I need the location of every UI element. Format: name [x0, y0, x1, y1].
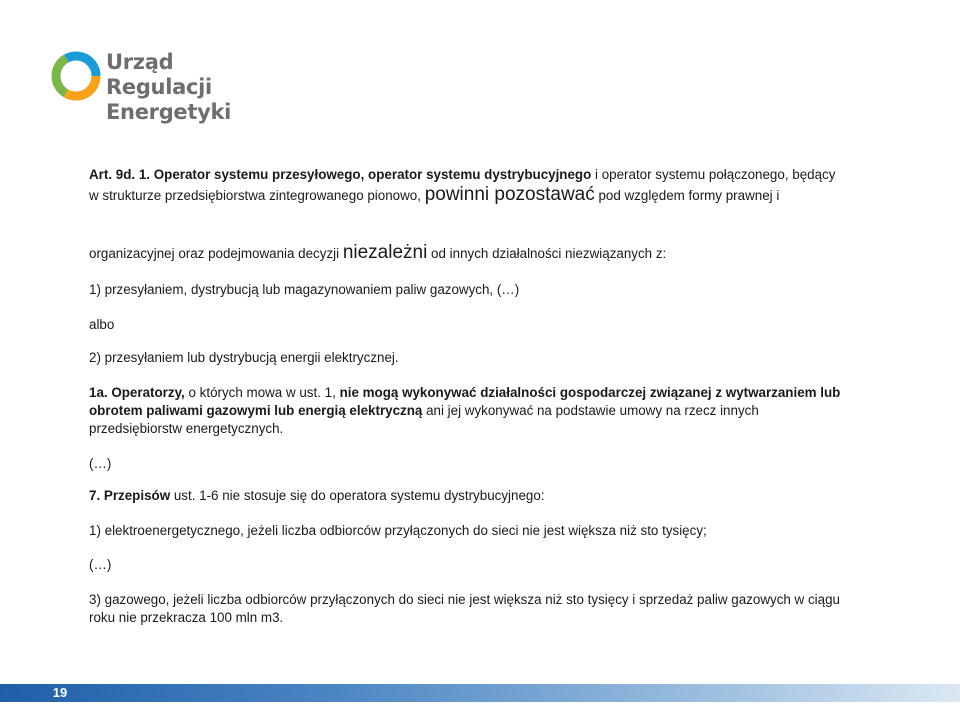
art-heading: Art. 9d. 1. Operator systemu przesyłowego, operator systemu dystrybucyjnego	[89, 167, 592, 182]
art-line-3	[89, 244, 666, 263]
ellipsis-2: (…)	[89, 557, 112, 572]
art-line-3-text-a: organizacyjnej oraz podejmowania decyzji	[89, 246, 343, 261]
footer-bar	[0, 684, 960, 702]
ure-logo-icon	[48, 48, 104, 104]
art-line-1-text: i operator systemu połączonego, będący	[591, 167, 836, 182]
logo-text	[106, 50, 278, 125]
logo-line-2: Energetyki	[106, 100, 232, 124]
p1a-line-1	[89, 384, 840, 402]
p1a-line-2-bold: obrotem paliwami gazowymi lub energią elektryczną	[89, 403, 423, 418]
art-line-2-text-b: pod względem formy prawnej i	[594, 188, 780, 203]
art-emphasis-1: powinni pozostawać	[424, 184, 595, 205]
albo-text: albo	[89, 317, 115, 332]
item-1: 1) przesyłaniem, dystrybucją lub magazynowaniem paliw gazowych, (…)	[89, 282, 520, 297]
ellipsis-1: (…)	[89, 456, 112, 471]
p1a-line-1-bold: nie mogą wykonywać działalności gospodarczej związanej z wytwarzaniem lub	[339, 385, 841, 400]
p1a-line-1-text: o których mowa w ust. 1,	[184, 385, 340, 400]
p7-text: ust. 1-6 nie stosuje się do operatora systemu dystrybucyjnego:	[170, 488, 545, 503]
p7-item-3-line-2: roku nie przekracza 100 mln m3.	[89, 610, 284, 625]
art-line-2	[89, 186, 779, 205]
p7-item-3-line-1: 3) gazowego, jeżeli liczba odbiorców przyłączonych do sieci nie jest większa niż sto tysięcy i sprzedaż paliw gazowych w ciągu	[89, 592, 840, 607]
p1a-line-3: przedsiębiorstw energetycznych.	[89, 421, 284, 436]
art-line-3-text-b: od innych działalności niezwiązanych z:	[427, 246, 667, 261]
p1a-heading: 1a. Operatorzy,	[89, 385, 185, 400]
page-number: 19	[52, 685, 68, 700]
logo-line-1: Urząd Regulacji	[106, 50, 212, 99]
p7-line	[89, 487, 545, 505]
p1a-line-2-text: ani jej wykonywać na podstawie umowy na rzecz innych	[422, 403, 759, 418]
art-emphasis-2: niezależni	[342, 242, 428, 263]
item-2: 2) przesyłaniem lub dystrybucją energii elektrycznej.	[89, 350, 399, 365]
p1a-line-2	[89, 402, 759, 420]
p7-item-1: 1) elektroenergetycznego, jeżeli liczba odbiorców przyłączonych do sieci nie jest większa niż sto tysięcy;	[89, 523, 707, 538]
p7-heading: 7. Przepisów	[89, 488, 171, 503]
ure-logo	[48, 48, 278, 124]
art-line-1	[89, 166, 835, 184]
art-line-2-text-a: w strukturze przedsiębiorstwa zintegrowanego pionowo,	[89, 188, 425, 203]
